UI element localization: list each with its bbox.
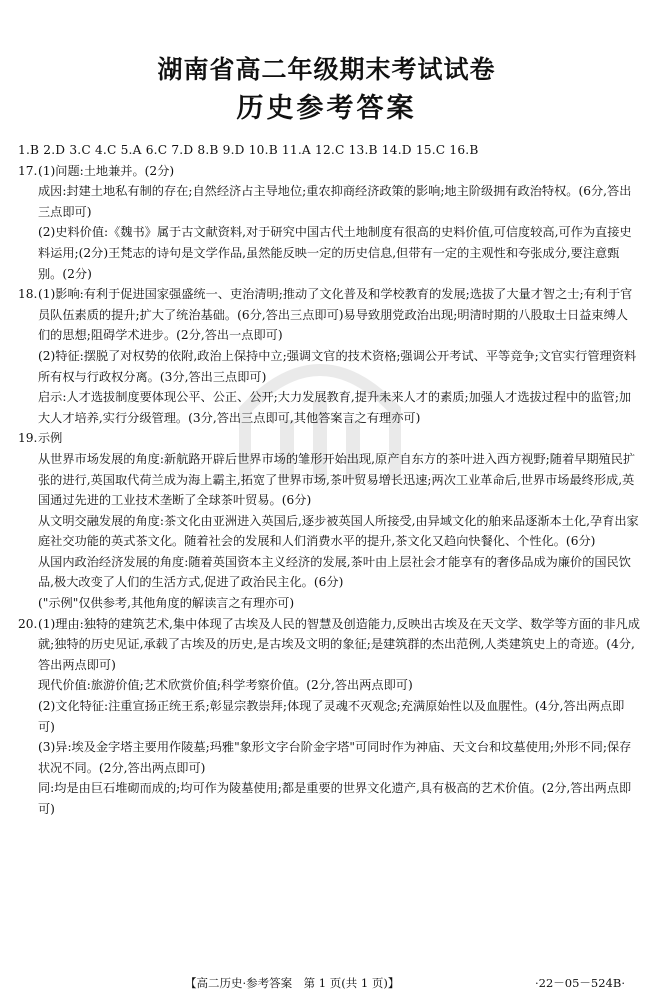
footer-page-info: 【高二历史·参考答案 第 1 页(共 1 页)】 (185, 976, 400, 990)
answer-note: ("示例"仅供参考,其他角度的解读言之有理亦可) (38, 596, 295, 611)
answer-paragraph: (2)文化特征:注重宣扬正统王系;彰显宗教崇拜;体现了灵魂不灭观念;充满原始性以及血腥性。(4分,答出两点即可) (38, 699, 625, 734)
question-number: 20. (18, 616, 38, 631)
answer-key-subtitle: 历史参考答案 (236, 93, 417, 124)
answer-paragraph: (2)史料价值:《魏书》属于古文献资料,对于研究中国古代土地制度有很高的史料价值,可信度较高,可作为直接史料运用;(2分)王梵志的诗句是文学作品,虽然能反映一定的历史信息,但带有一定的主观性和夸张成分,要注意甄别。(2分) (38, 225, 632, 281)
answer-paragraph: (2)特征:摆脱了对权势的依附,政治上保持中立;强调文官的技术资格;强调公开考试、平等竞争;文官实行管理资料所有权与行政权分离。(3分,答出三点即可) (38, 348, 637, 384)
question-number: 19. (18, 431, 38, 446)
answer-paragraph: 示例 (38, 431, 63, 446)
answer-paragraph: 从世界市场发展的角度:新航路开辟后世界市场的雏形开始出现,原产自东方的茶叶进入西方视野;随着早期殖民扩张的进行,英国取代荷兰成为海上霸主,拓宽了世界市场,茶叶贸易增长迅速;两次工业革命后,世界市场最终形成,英国通过先进的工业技术垄断了全球茶叶贸易。(6分) (38, 451, 636, 508)
answer-paragraph: (3)异:埃及金字塔主要用作陵墓;玛雅"象形文字台阶金字塔"可同时作为神庙、天文台和坟墓使用;外形不同;保存状况不同。(2分,答出两点即可) (38, 740, 632, 775)
multiple-choice-answers: 1.B 2.D 3.C 4.C 5.A 6.C 7.D 8.B 9.D 10.B 11.A 12.C 13.B 14.D 15.C 16.B (18, 143, 479, 157)
footer-doc-code: ·22－05－524B· (535, 976, 625, 990)
question-20 (18, 614, 640, 820)
exam-title: 湖南省高二年级期末考试试卷 (157, 55, 496, 84)
answer-content (18, 140, 640, 820)
answer-paragraph: (1)理由:独特的建筑艺术,集中体现了古埃及人民的智慧及创造能力,反映出古埃及在天文学、数学等方面的非凡成就;独特的历史见证,承载了古埃及的历史,是古埃及文明的象征;是建筑群的杰出范例,人类建筑史上的奇迹。(4分,答出两点即可) (38, 616, 640, 672)
answer-paragraph: 现代价值:旅游价值;艺术欣赏价值;科学考察价值。(2分,答出两点即可) (38, 678, 413, 693)
answer-paragraph: 从国内政治经济发展的角度:随着英国资本主义经济的发展,茶叶由上层社会才能享有的奢侈品成为廉价的国民饮品,极大改变了人们的生活方式,促进了政治民主化。(6分) (38, 554, 631, 590)
answer-paragraph: 从文明交融发展的角度:茶文化由亚洲进入英国后,逐步被英国人所接受,由异域文化的舶来品逐渐本土化,孕育出家庭社交功能的英式茶文化。随着社会的发展和人们消费水平的提升,茶文化又趋向快餐化、个性化。(6分) (38, 513, 639, 549)
answer-paragraph: 启示:人才选拔制度要体现公平、公正、公开;大力发展教育,提升未来人才的素质;加强人才选拔过程中的监管;加大人才培养,实行分级管理。(3分,答出三点即可,其他答案言之有理亦可) (38, 390, 632, 425)
question-number: 17. (18, 163, 38, 178)
answer-paragraph: (1)问题:土地兼并。(2分) (38, 163, 175, 178)
question-17 (18, 161, 640, 285)
answer-paragraph: 同:均是由巨石堆砌而成的;均可作为陵墓使用;都是重要的世界文化遗产,具有极高的艺术价值。(2分,答出两点即可) (38, 781, 632, 816)
answer-paragraph: (1)影响:有利于促进国家强盛统一、吏治清明;推动了文化普及和学校教育的发展;选拔了大量才智之士;有利于官员队伍素质的提升;扩大了统治基础。(6分,答出三点即可)易导致朋党政治出现;明清时期的八股取士日益束缚人们的思想;阻碍学术进步。(2分,答出一点即可) (38, 287, 633, 343)
answer-paragraph: 成因:封建土地私有制的存在;自然经济占主导地位;重农抑商经济政策的影响;地主阶级拥有政治特权。(6分,答出三点即可) (38, 184, 632, 219)
question-18 (18, 284, 640, 428)
question-19 (18, 428, 640, 613)
question-number: 18. (18, 287, 38, 302)
